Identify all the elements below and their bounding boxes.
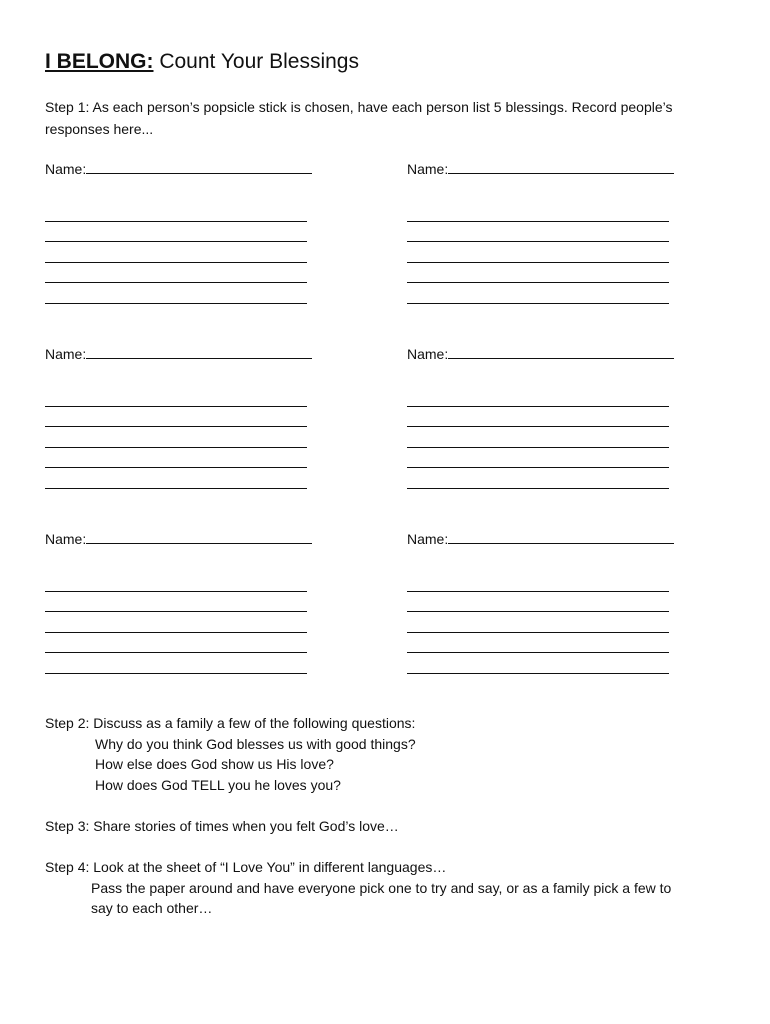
blessing-line[interactable] bbox=[45, 386, 307, 407]
name-underline bbox=[86, 528, 312, 544]
blessing-line[interactable] bbox=[45, 283, 307, 304]
blessing-line[interactable] bbox=[407, 386, 669, 407]
blessing-block-4 bbox=[407, 343, 707, 365]
title-subtitle: Count Your Blessings bbox=[153, 50, 359, 73]
name-label: Name: bbox=[45, 531, 87, 547]
blessing-line[interactable] bbox=[407, 201, 669, 222]
blessing-line[interactable] bbox=[407, 612, 669, 633]
blessing-line[interactable] bbox=[407, 242, 669, 263]
blessing-line[interactable] bbox=[407, 222, 669, 243]
step2-question: How else does God show us His love? bbox=[95, 756, 334, 772]
step3-text: Step 3: Share stories of times when you felt God’s love… bbox=[45, 818, 399, 834]
step2-heading: Step 2: Discuss as a family a few of the following questions: bbox=[45, 715, 416, 731]
step4-line: Pass the paper around and have everyone pick one to try and say, or as a family pick a few to bbox=[91, 879, 672, 896]
blessing-line[interactable] bbox=[45, 571, 307, 592]
name-underline bbox=[448, 343, 674, 359]
name-field-2[interactable] bbox=[407, 158, 707, 180]
blessing-line[interactable] bbox=[45, 592, 307, 613]
name-label: Name: bbox=[407, 531, 449, 547]
blessing-line[interactable] bbox=[45, 633, 307, 654]
blessing-line[interactable] bbox=[407, 468, 669, 489]
blessing-lines-2 bbox=[407, 201, 669, 304]
blessing-lines-4 bbox=[407, 386, 669, 489]
step2-question: How does God TELL you he loves you? bbox=[95, 776, 341, 793]
blessing-block-2 bbox=[407, 158, 707, 180]
blessing-line[interactable] bbox=[45, 468, 307, 489]
title-emphasis: I BELONG: bbox=[45, 50, 154, 73]
step4-section bbox=[45, 857, 735, 919]
name-label: Name: bbox=[407, 161, 449, 177]
name-underline bbox=[448, 528, 674, 544]
blessing-lines-5 bbox=[45, 571, 307, 674]
blessing-line[interactable] bbox=[45, 242, 307, 263]
name-field-6[interactable] bbox=[407, 528, 707, 550]
blessing-line[interactable] bbox=[407, 263, 669, 284]
name-label: Name: bbox=[45, 346, 87, 362]
blessing-block-1 bbox=[45, 158, 345, 180]
step4-heading: Step 4: Look at the sheet of “I Love You” in different languages… bbox=[45, 859, 447, 875]
name-field-3[interactable] bbox=[45, 343, 345, 365]
step1-instructions: Step 1: As each person’s popsicle stick is chosen, have each person list 5 blessings. Record people’s responses here... bbox=[45, 99, 673, 137]
name-underline bbox=[86, 158, 312, 174]
blessing-line[interactable] bbox=[45, 263, 307, 284]
name-field-5[interactable] bbox=[45, 528, 345, 550]
blessing-line[interactable] bbox=[407, 283, 669, 304]
blessing-block-5 bbox=[45, 528, 345, 550]
blessing-line[interactable] bbox=[45, 448, 307, 469]
blessing-line[interactable] bbox=[45, 612, 307, 633]
step2-section bbox=[45, 713, 416, 795]
blessing-line[interactable] bbox=[45, 222, 307, 243]
blessing-line[interactable] bbox=[407, 653, 669, 674]
blessing-line[interactable] bbox=[45, 427, 307, 448]
blessing-line[interactable] bbox=[45, 201, 307, 222]
blessing-line[interactable] bbox=[407, 633, 669, 654]
name-label: Name: bbox=[45, 161, 87, 177]
blessing-lines-3 bbox=[45, 386, 307, 489]
name-label: Name: bbox=[407, 346, 449, 362]
blessing-lines-6 bbox=[407, 571, 669, 674]
name-field-4[interactable] bbox=[407, 343, 707, 365]
page-title bbox=[45, 49, 359, 75]
step4-line: say to each other… bbox=[91, 900, 213, 916]
blessing-line[interactable] bbox=[407, 427, 669, 448]
name-field-1[interactable] bbox=[45, 158, 345, 180]
blessing-lines-1 bbox=[45, 201, 307, 304]
blessing-line[interactable] bbox=[45, 407, 307, 428]
step2-question: Why do you think God blesses us with good things? bbox=[95, 735, 416, 752]
blessing-line[interactable] bbox=[407, 592, 669, 613]
name-underline bbox=[86, 343, 312, 359]
blessing-line[interactable] bbox=[407, 448, 669, 469]
name-underline bbox=[448, 158, 674, 174]
blessing-line[interactable] bbox=[407, 571, 669, 592]
blessing-block-3 bbox=[45, 343, 345, 365]
blessing-line[interactable] bbox=[45, 653, 307, 674]
blessing-block-6 bbox=[407, 528, 707, 550]
blessing-line[interactable] bbox=[407, 407, 669, 428]
